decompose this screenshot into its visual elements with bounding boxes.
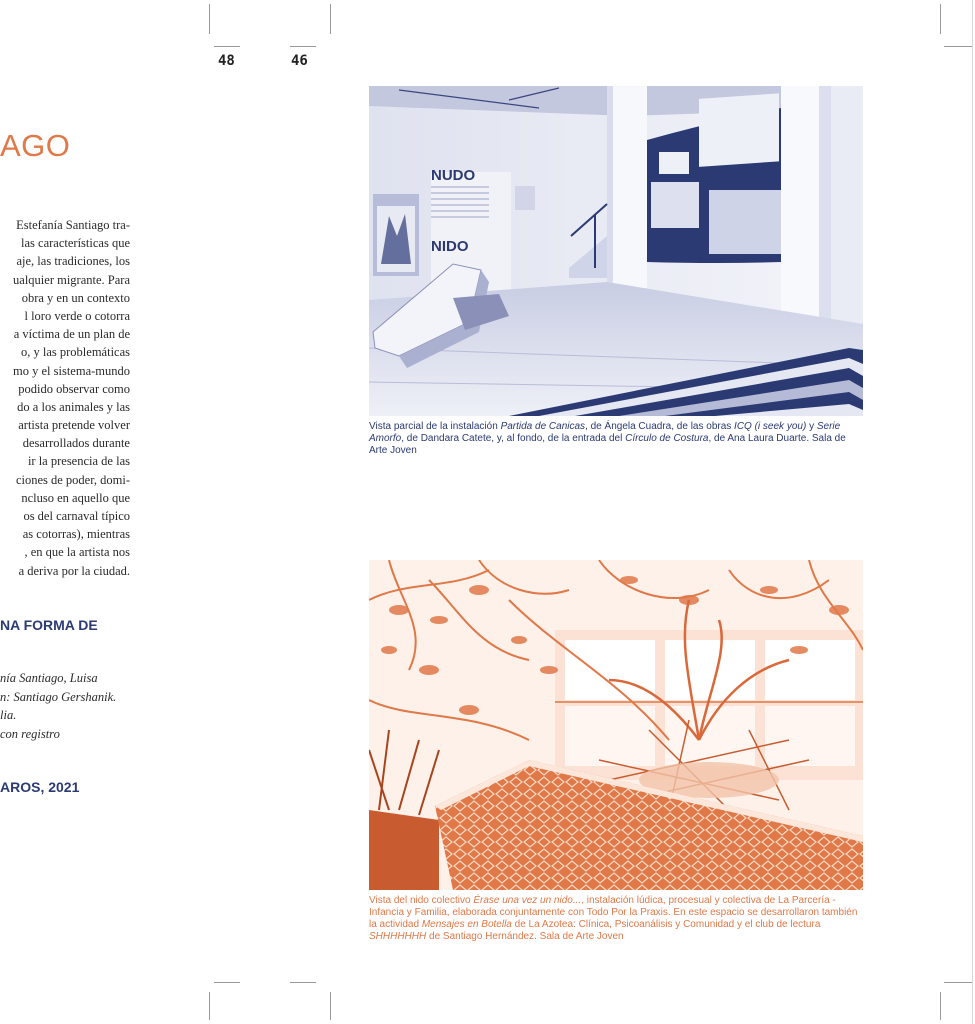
credit-line: n: Santiago Gershanik. bbox=[0, 689, 117, 704]
body-line: o, y las problemáticas bbox=[21, 345, 130, 360]
body-line: do a los animales y las bbox=[17, 399, 130, 414]
photo-caption-2 bbox=[369, 895, 864, 943]
caption-text: , instalación lúdica, procesual y colectiva de La Parcería - Infancia y Familia, elaborada conjuntamente con Todo Por la Praxis. En este espacio se desarrollaron también la actividad bbox=[369, 895, 858, 930]
crop-mark bbox=[330, 992, 331, 1020]
caption-work-title: Érase una vez un nido... bbox=[473, 895, 582, 906]
page-edge bbox=[972, 0, 973, 1024]
caption-work-title: ICQ (i seek you) bbox=[734, 421, 807, 432]
crop-mark bbox=[290, 982, 316, 983]
credit-line: nía Santiago, Luisa bbox=[0, 671, 98, 685]
work-credits bbox=[0, 669, 116, 743]
caption-text: , de Ángela Cuadra, de las obras bbox=[585, 421, 735, 432]
crop-mark bbox=[944, 982, 972, 983]
body-line: podido observar como bbox=[18, 381, 130, 396]
subheading: AROS, 2021 bbox=[0, 779, 80, 795]
caption-text: de Santiago Hernández. Sala de Arte Joven bbox=[426, 931, 624, 942]
caption-text: Vista del nido colectivo bbox=[369, 895, 474, 906]
wall-text-nudo: NUDO bbox=[431, 167, 476, 184]
body-line: desarrollados durante bbox=[22, 436, 130, 451]
body-line: , en que la artista nos bbox=[24, 545, 130, 560]
caption-text: , de Dandara Catete, y, al fondo, de la entrada del bbox=[401, 433, 626, 444]
crop-mark bbox=[940, 992, 941, 1020]
photo-caption-1 bbox=[369, 421, 864, 457]
crop-mark bbox=[209, 4, 210, 34]
body-line: ualquier migrante. Para bbox=[13, 272, 130, 287]
page-number-right: 46 bbox=[291, 53, 308, 69]
crop-mark bbox=[209, 992, 210, 1020]
gallery-photo-1-illustration bbox=[369, 86, 863, 416]
gallery-photo-2 bbox=[369, 560, 863, 890]
article-title-fragment: AGO bbox=[0, 128, 71, 163]
body-line: obra y en un contexto bbox=[21, 290, 130, 305]
crop-mark bbox=[944, 46, 972, 47]
gallery-photo-2-illustration bbox=[369, 560, 863, 890]
wall-text-nido: NIDO bbox=[431, 238, 469, 255]
crop-mark bbox=[940, 4, 941, 34]
caption-text: y bbox=[806, 421, 817, 432]
body-line: ir la presencia de las bbox=[27, 454, 130, 469]
subheading: NA FORMA DE bbox=[0, 617, 98, 633]
gallery-photo-1 bbox=[369, 86, 863, 416]
caption-work-title: SHHHHHHH bbox=[369, 931, 427, 942]
body-line: mo y el sistema-mundo bbox=[13, 363, 130, 378]
body-line: artista pretende volver bbox=[18, 418, 130, 433]
caption-work-title: Mensajes en Botella bbox=[421, 919, 512, 930]
caption-work-title: Partida de Canicas bbox=[500, 421, 586, 432]
body-line: os del carnaval típico bbox=[23, 509, 130, 523]
article-body-text bbox=[0, 216, 130, 580]
caption-text: de La Azotea: Clínica, Psicoanálisis y Comunidad y el club de lectura bbox=[511, 919, 821, 930]
body-line: ncluso en aquello que bbox=[21, 490, 130, 505]
body-line: ciones de poder, domi- bbox=[15, 472, 130, 487]
crop-mark bbox=[214, 982, 240, 983]
credit-line: con registro bbox=[0, 726, 60, 741]
crop-mark bbox=[214, 46, 240, 47]
caption-text: Vista parcial de la instalación bbox=[369, 421, 501, 432]
caption-text: , de Ana Laura Duarte. Sala de Arte Joven bbox=[369, 433, 846, 456]
body-line: a deriva por la ciudad. bbox=[18, 563, 130, 578]
caption-work-title: Círculo de Costura bbox=[625, 433, 709, 444]
caption-work-title: Serie Amorfo bbox=[369, 421, 841, 444]
body-line: Estefanía Santiago tra- bbox=[16, 218, 130, 232]
body-line: las características que bbox=[21, 236, 130, 251]
body-line: l loro verde o cotorra bbox=[24, 308, 130, 323]
crop-mark bbox=[330, 4, 331, 34]
body-line: aje, las tradiciones, los bbox=[16, 254, 130, 269]
body-line: as cotorras), mientras bbox=[22, 527, 130, 542]
credit-line: lia. bbox=[0, 708, 17, 722]
page-number-left: 48 bbox=[218, 53, 235, 69]
body-line: a víctima de un plan de bbox=[13, 327, 130, 342]
crop-mark bbox=[290, 46, 316, 47]
